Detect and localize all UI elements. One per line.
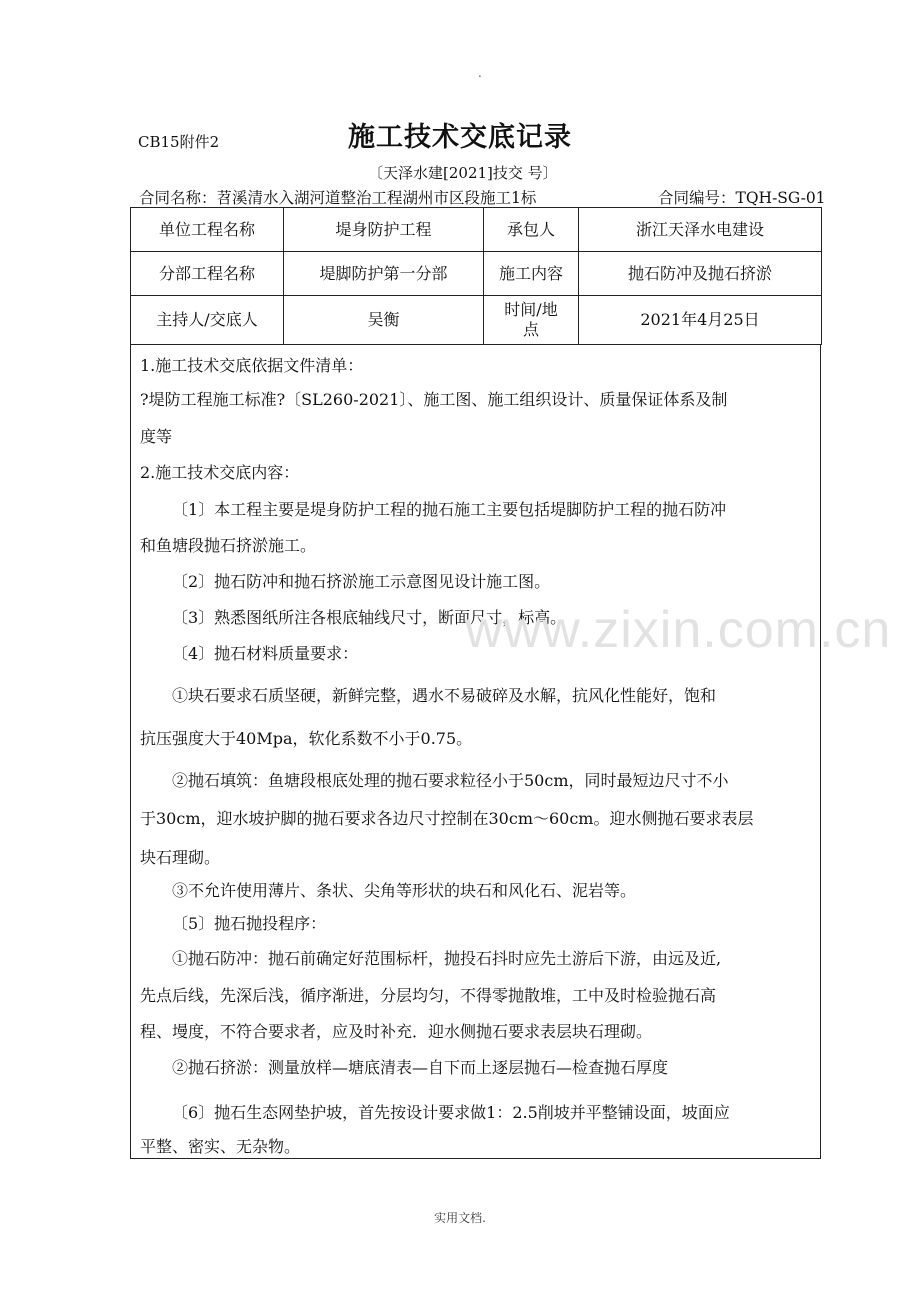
content-line: 〔5〕抛石抛投程序： — [172, 914, 327, 933]
content-line: 〔4〕抛石材料质量要求： — [172, 644, 359, 663]
label-construction-content: 施工内容 — [484, 252, 579, 296]
label-time-place-line2: 点 — [522, 320, 539, 339]
info-table — [130, 207, 822, 345]
page-footer: 实用文档. — [434, 1211, 486, 1225]
content-line: 于30cm，迎水坡护脚的抛石要求各边尺寸控制在30cm～60cm。迎水侧抛石要求表层 — [140, 809, 754, 828]
value-construction-content: 抛石防冲及抛石挤淤 — [579, 252, 822, 296]
content-line: ③不允许使用薄片、条状、尖角等形状的块石和风化石、泥岩等。 — [172, 881, 637, 900]
table-row — [131, 296, 822, 345]
content-line: 程、墁度，不符合要求者，应及时补充．迎水侧抛石要求表层块石理砌。 — [140, 1022, 653, 1041]
content-line: 〔3〕熟悉图纸所注各根底轴线尺寸，断面尺寸，标高。 — [172, 608, 567, 627]
value-time-place: 2021年4月25日 — [579, 296, 822, 345]
label-time-place-line1: 时间/地 — [504, 300, 558, 319]
content-line: 先点后线，先深后浅，循序渐进，分层均匀，不得零抛散堆，工中及时检验抛石高 — [140, 986, 717, 1005]
value-unit-project: 堤身防护工程 — [284, 208, 484, 252]
document-title: 施工技术交底记录 — [348, 122, 572, 153]
value-division-project: 堤脚防护第一分部 — [284, 252, 484, 296]
content-line: 1.施工技术交底依据文件清单： — [140, 356, 364, 375]
content-line: 平整、密实、无杂物。 — [140, 1137, 301, 1156]
label-unit-project: 单位工程名称 — [131, 208, 284, 252]
watermark: www.zixin.com.cn — [465, 601, 892, 659]
label-contractor: 承包人 — [484, 208, 579, 252]
content-line: 和鱼塘段抛石挤淤施工。 — [140, 536, 317, 555]
label-division-project: 分部工程名称 — [131, 252, 284, 296]
content-line: ①块石要求石质坚硬，新鲜完整，遇水不易破碎及水解，抗风化性能好，饱和 — [172, 686, 717, 705]
contract-number: 合同编号：TQH-SG-01 — [658, 189, 826, 207]
table-row — [131, 208, 822, 252]
document-number: 〔天泽水建[2021]技交 号〕 — [368, 164, 558, 182]
contract-name: 合同名称：苕溪清水入湖河道整治工程湖州市区段施工1标 — [139, 189, 537, 207]
content-line: 〔2〕抛石防冲和抛石挤淤施工示意图见设计施工图。 — [172, 572, 551, 591]
content-line: 〔1〕本工程主要是堤身防护工程的抛石施工主要包括堤脚防护工程的抛石防冲 — [172, 500, 727, 519]
content-line: 〔6〕抛石生态网垫护坡，首先按设计要求做1：2.5削坡并平整铺设面，坡面应 — [172, 1103, 730, 1122]
form-code: CB15附件2 — [138, 133, 220, 151]
value-contractor: 浙江天泽水电建设 — [579, 208, 822, 252]
content-line: ②抛石填筑：鱼塘段根底处理的抛石要求粒径小于50cm，同时最短边尺寸不小 — [172, 771, 729, 790]
content-line: 抗压强度大于40Mpa，软化系数不小于0.75。 — [140, 729, 473, 748]
label-host: 主持人/交底人 — [131, 296, 284, 345]
content-line: ②抛石挤淤：测量放样—塘底清表—自下而上逐层抛石—检查抛石厚度 — [172, 1058, 669, 1077]
top-mark: . — [478, 66, 482, 80]
content-box — [130, 345, 821, 1159]
content-line: ?堤防工程施工标准?〔SL260-2021〕、施工图、施工组织设计、质量保证体系及制 — [140, 390, 728, 409]
value-host: 吴衡 — [284, 296, 484, 345]
label-time-place — [484, 296, 579, 345]
content-line: ①抛石防冲：抛石前确定好范围标杆，抛投石抖时应先土游后下游，由远及近, — [172, 949, 722, 968]
table-row — [131, 252, 822, 296]
content-line: 块石理砌。 — [140, 848, 221, 867]
content-line: 度等 — [140, 427, 173, 446]
content-line: 2.施工技术交底内容： — [140, 463, 300, 482]
